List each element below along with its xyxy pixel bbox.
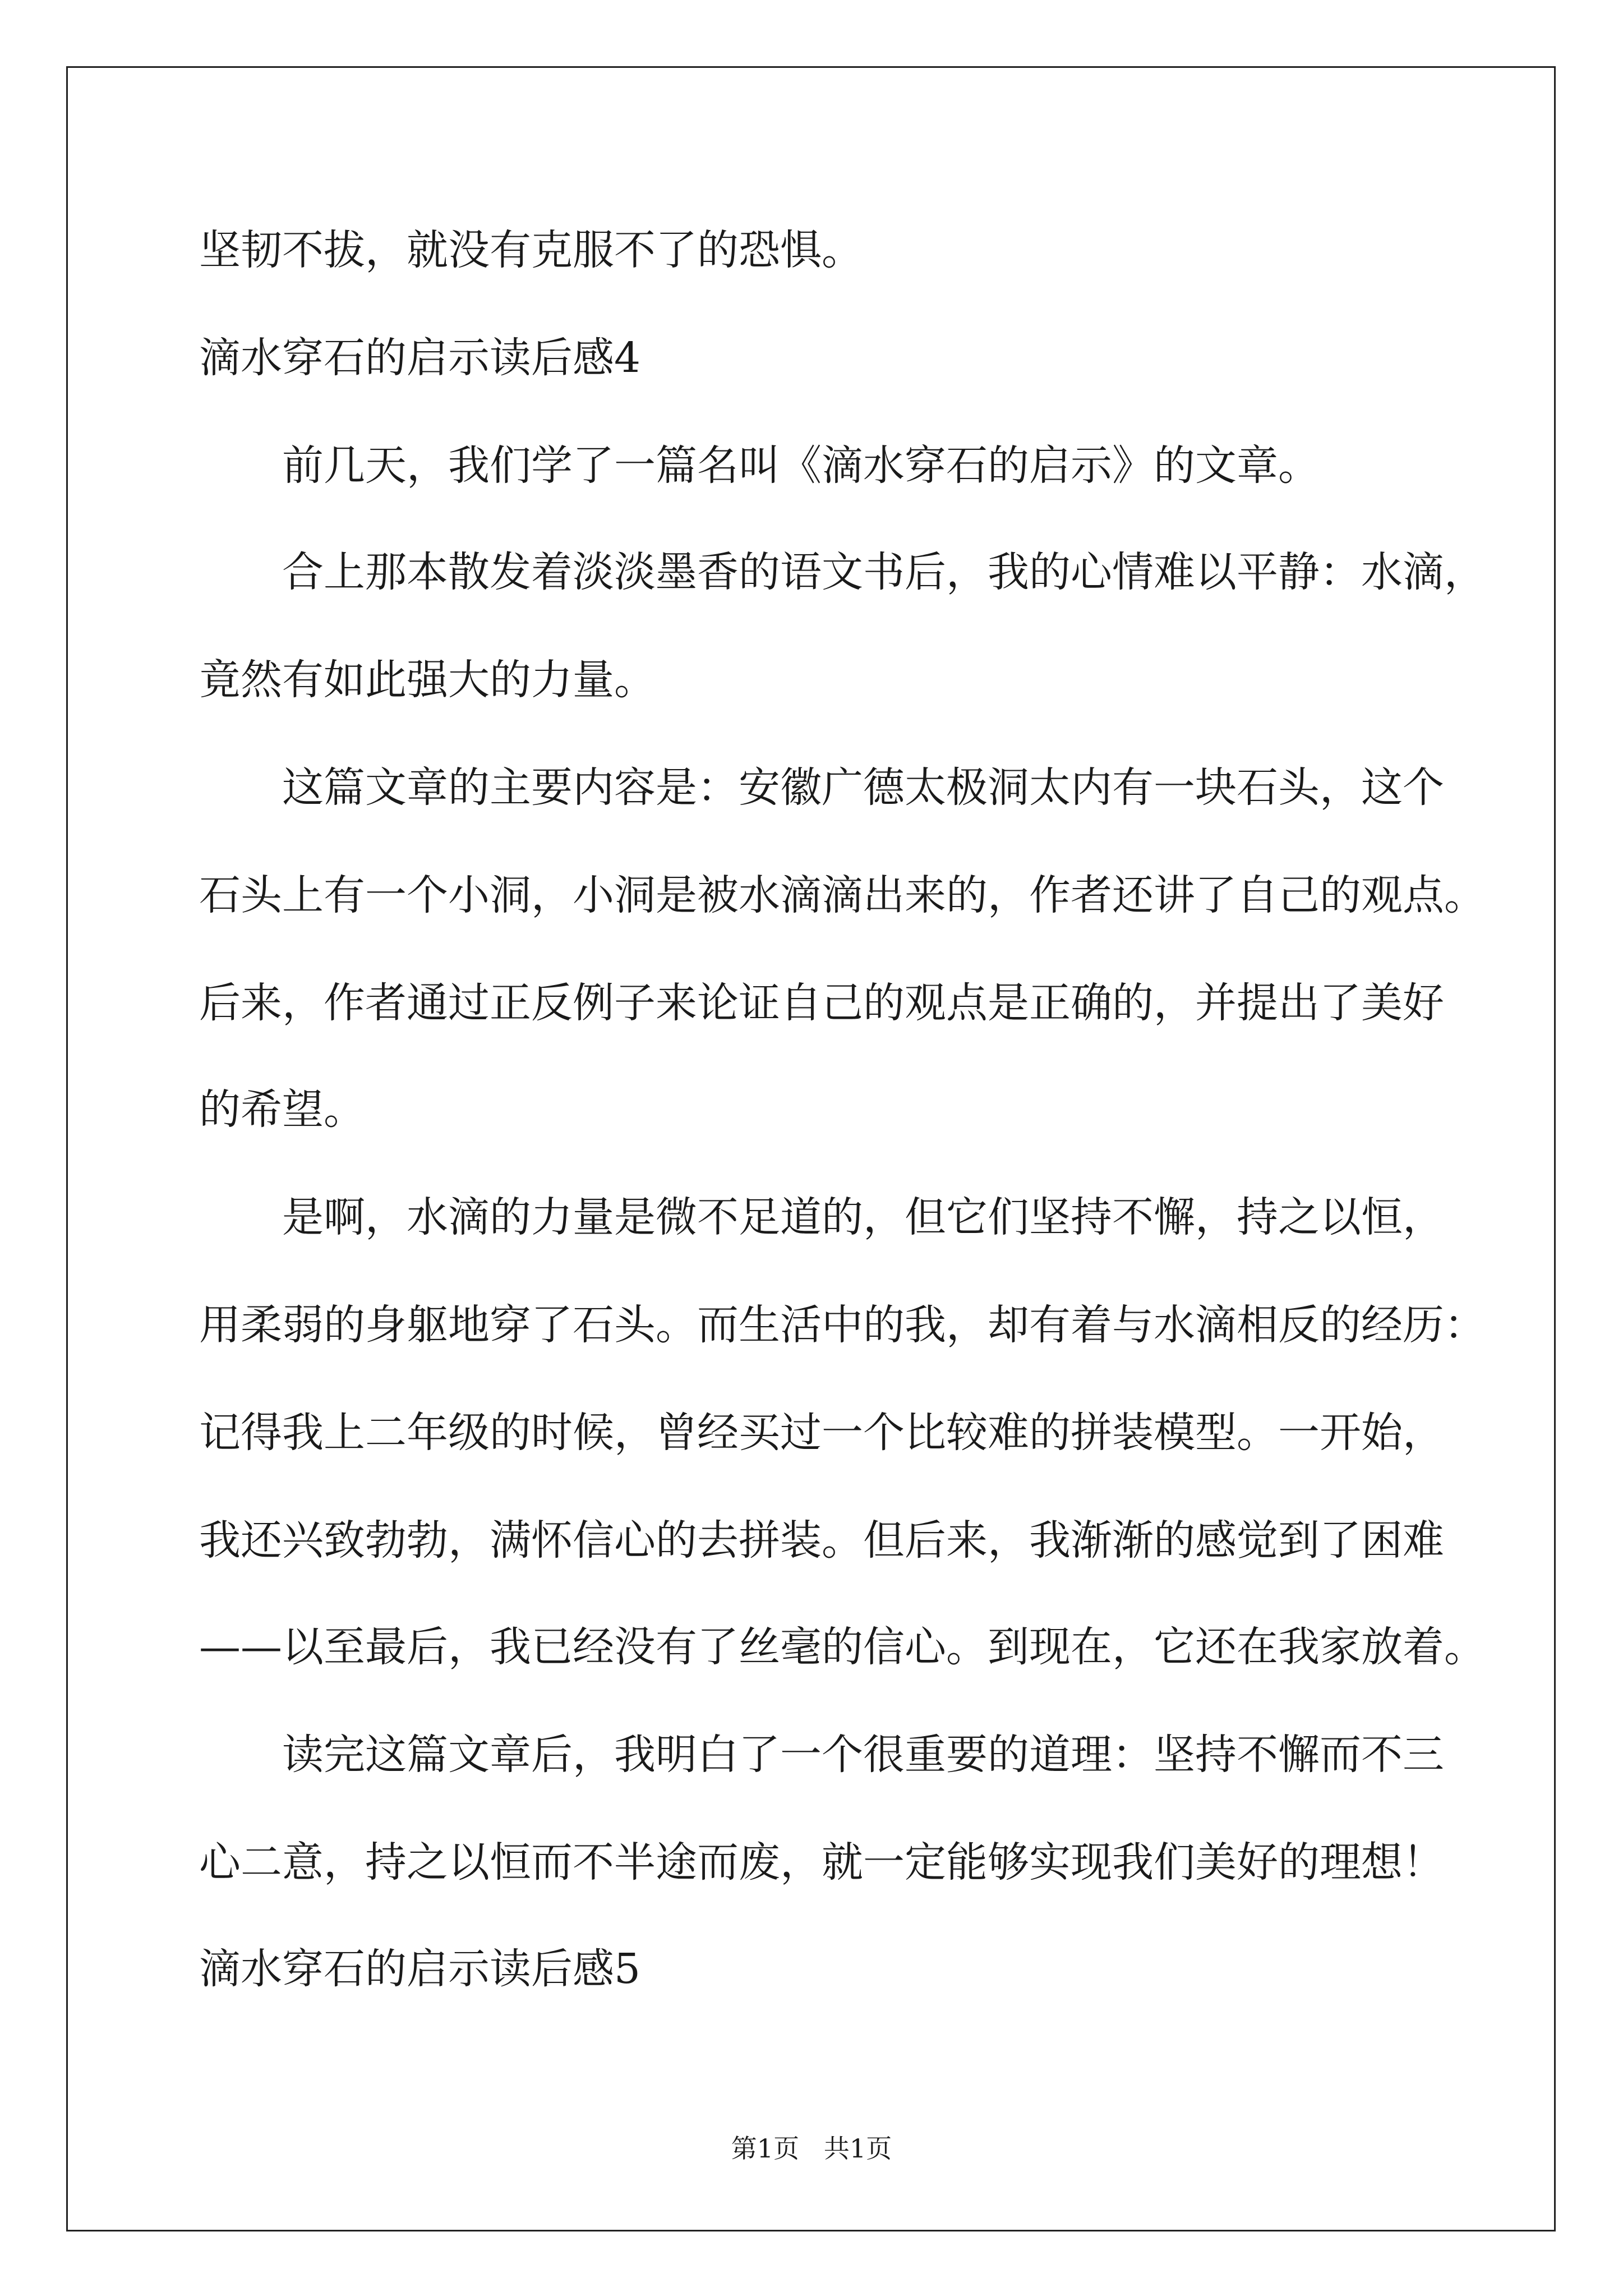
text-line: 记得我上二年级的时候，曾经买过一个比较难的拼装模型。一开始， bbox=[199, 1409, 1444, 1457]
text-line: 后来，作者通过正反例子来论证自己的观点是正确的，并提出了美好 bbox=[199, 979, 1444, 1027]
text-line: 竟然有如此强大的力量。 bbox=[199, 656, 656, 704]
text-line: 这篇文章的主要内容是：安徽广德太极洞太内有一块石头，这个 bbox=[282, 763, 1444, 812]
text-line: 我还兴致勃勃，满怀信心的去拼装。但后来，我渐渐的感觉到了困难 bbox=[199, 1516, 1444, 1565]
text-line: 前几天，我们学了一篇名叫《滴水穿石的启示》的文章。 bbox=[282, 441, 1320, 490]
section-heading: 滴水穿石的启示读后感4 bbox=[199, 334, 641, 382]
text-line: 用柔弱的身躯地穿了石头。而生活中的我，却有着与水滴相反的经历： bbox=[199, 1301, 1486, 1349]
text-line: 合上那本散发着淡淡墨香的语文书后，我的心情难以平静：水滴， bbox=[282, 548, 1486, 596]
page-border bbox=[66, 66, 1556, 2231]
text-line: 心二意，持之以恒而不半途而废，就一定能够实现我们美好的理想！ bbox=[199, 1838, 1444, 1887]
text-line: ——以至最后，我已经没有了丝毫的信心。到现在，它还在我家放着。 bbox=[199, 1623, 1486, 1671]
text-line: 的希望。 bbox=[199, 1085, 365, 1134]
text-line: 是啊，水滴的力量是微不足道的，但它们坚持不懈，持之以恒， bbox=[282, 1193, 1444, 1241]
text-line: 读完这篇文章后，我明白了一个很重要的道理：坚持不懈而不三 bbox=[282, 1731, 1444, 1779]
text-line: 坚韧不拔，就没有克服不了的恐惧。 bbox=[199, 226, 863, 274]
text-line: 石头上有一个小洞，小洞是被水滴滴出来的，作者还讲了自己的观点。 bbox=[199, 871, 1486, 919]
section-heading: 滴水穿石的启示读后感5 bbox=[199, 1945, 641, 1993]
page-footer: 第1页 共1页 bbox=[731, 2133, 892, 2164]
